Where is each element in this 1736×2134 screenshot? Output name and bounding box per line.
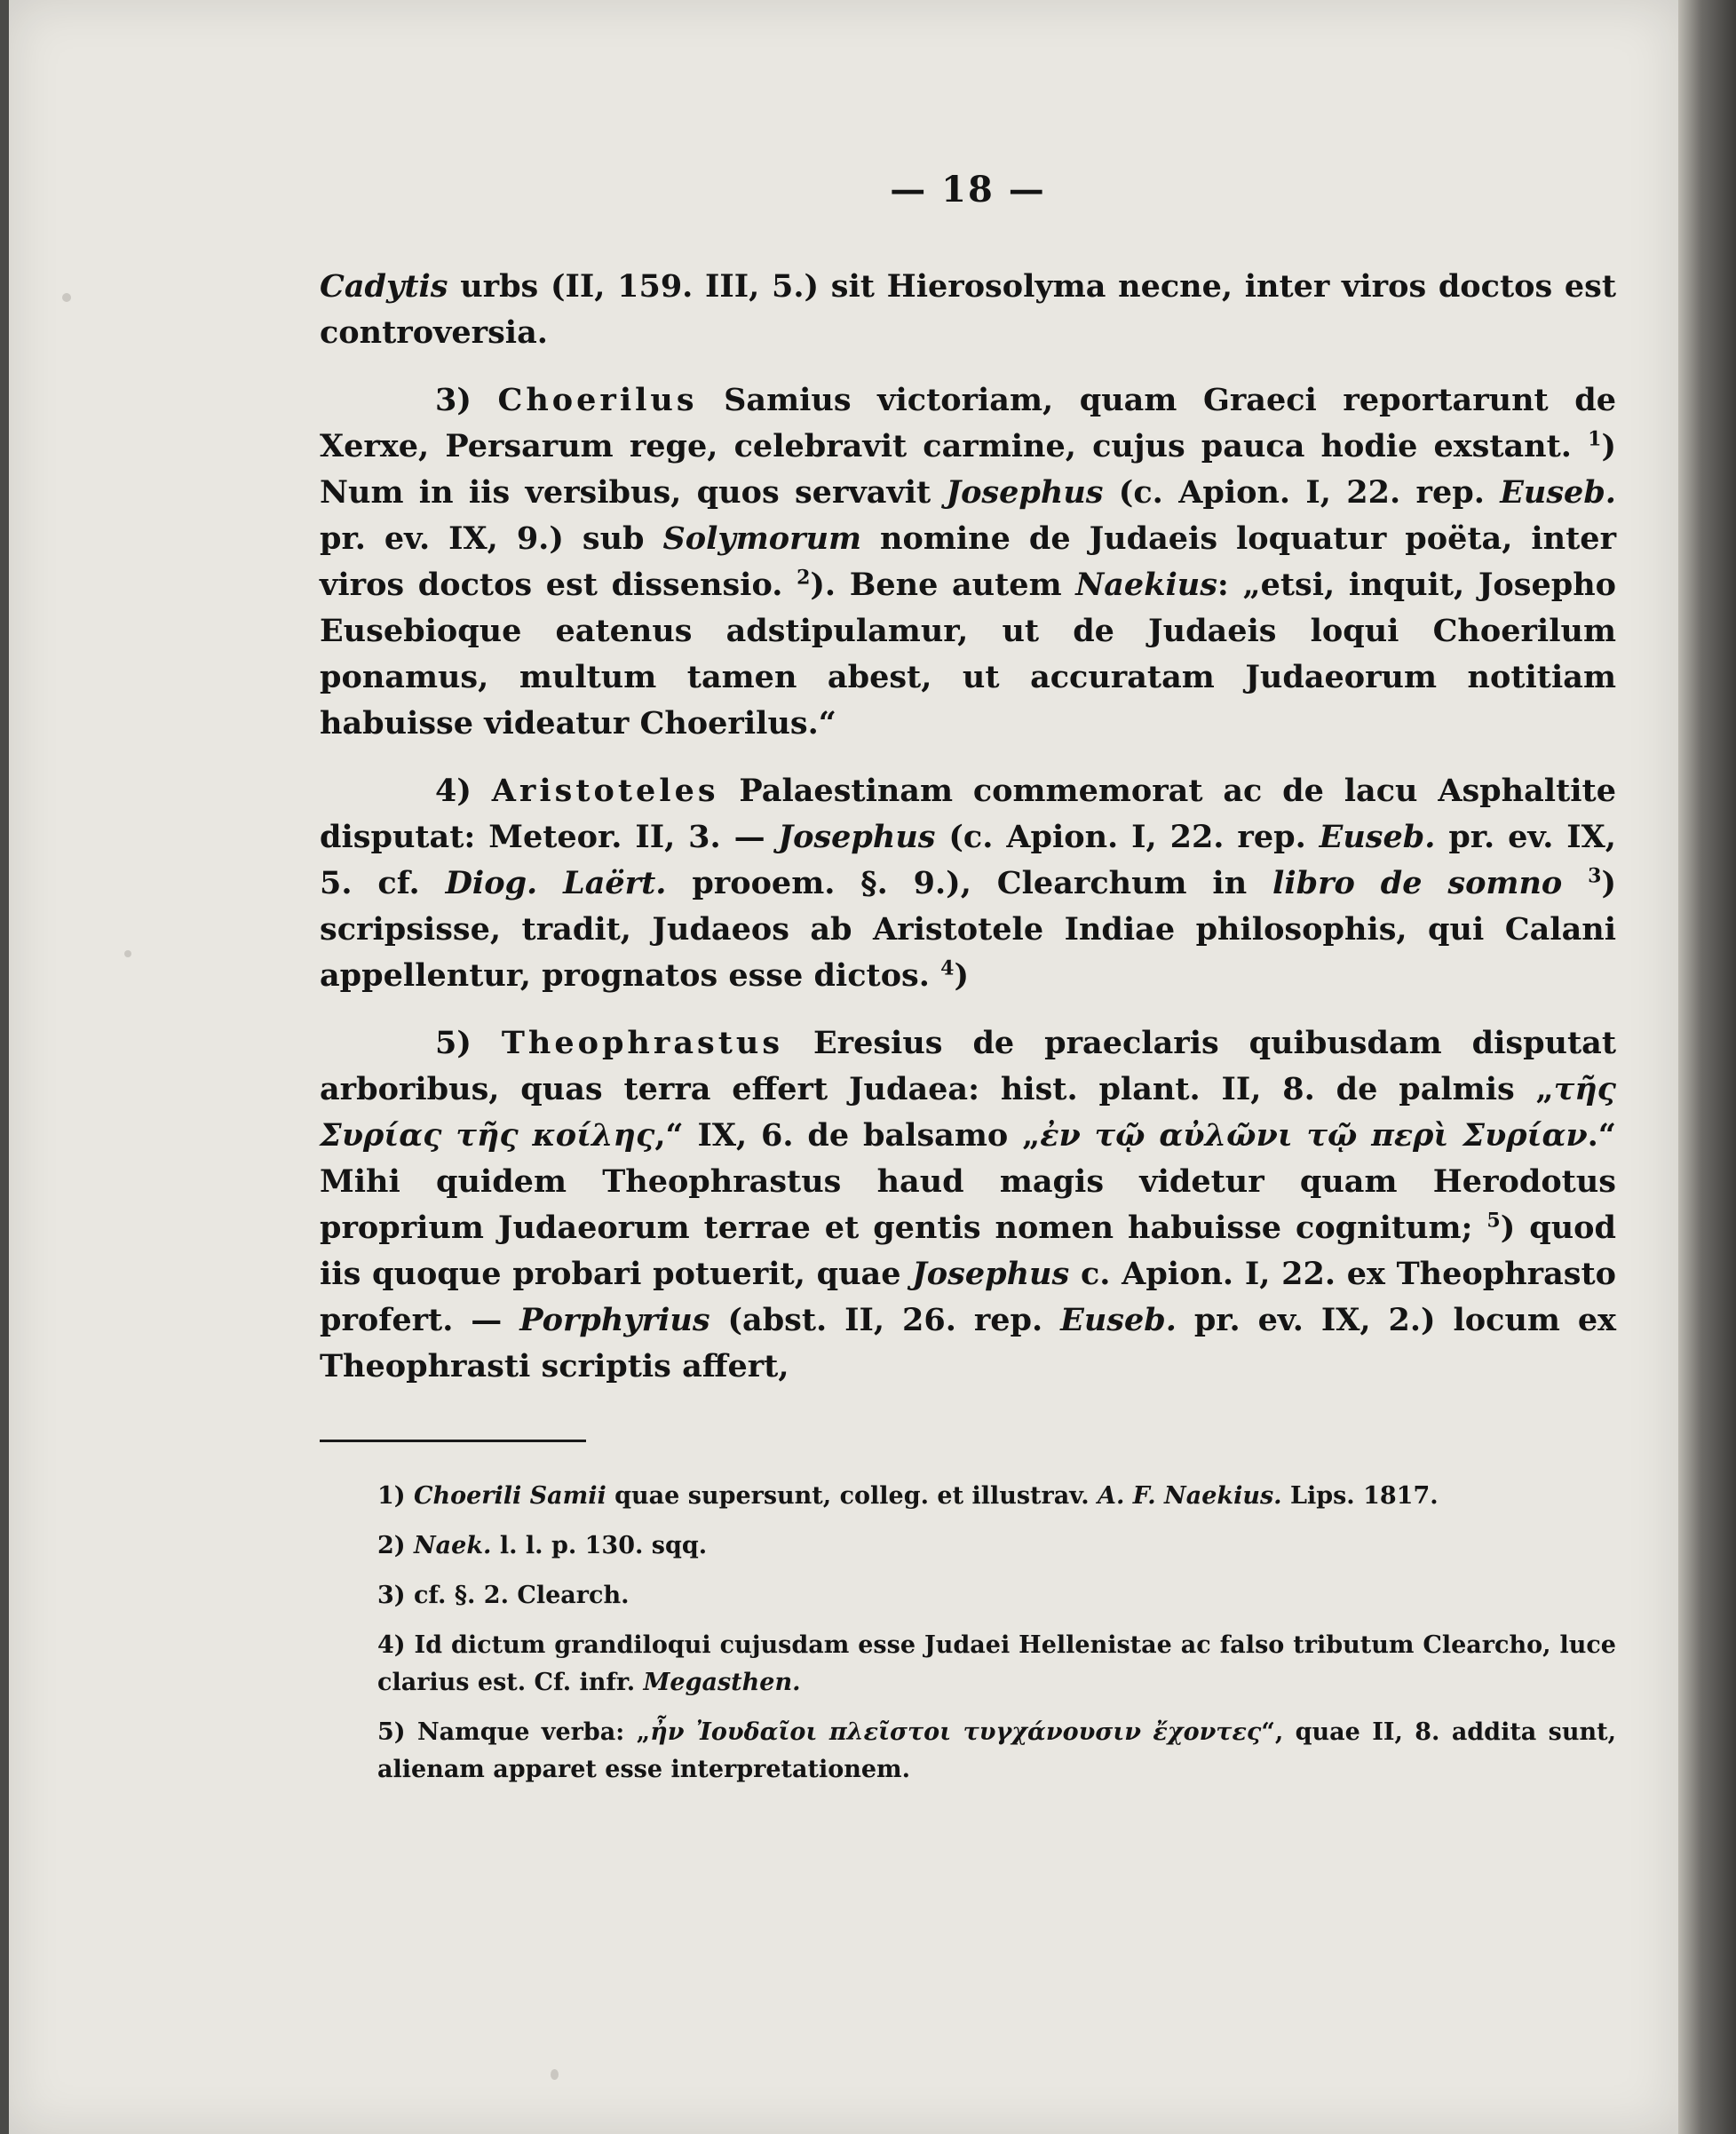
text-run: pr. ev. IX, 9.) sub bbox=[320, 520, 663, 557]
text-run: 3 bbox=[1588, 864, 1602, 888]
text-run: Euseb. bbox=[1319, 819, 1436, 855]
footnote-5 bbox=[320, 1714, 1616, 1789]
text-run: Aristoteles bbox=[491, 773, 719, 809]
page-gutter-shadow bbox=[1678, 0, 1736, 2134]
text-run: quae supersunt, colleg. et illustrav. bbox=[606, 1482, 1098, 1510]
text-run: Lips. 1817. bbox=[1281, 1482, 1439, 1510]
text-run: Naek. bbox=[413, 1532, 492, 1559]
text-run: 1 bbox=[1588, 427, 1602, 451]
text-run: cf. §. 2. Clearch. bbox=[413, 1582, 630, 1609]
footnote-divider bbox=[320, 1440, 586, 1442]
text-run: urbs (II, 159. III, 5.) sit Hierosolyma necne, inter viros doctos est controversia. bbox=[320, 268, 1616, 351]
text-run: ,“ IX, 6. de balsamo „ bbox=[654, 1117, 1041, 1154]
paragraph-1 bbox=[320, 264, 1616, 356]
text-run: Josephus bbox=[946, 474, 1104, 511]
footnote-1 bbox=[320, 1478, 1616, 1515]
ink-spot bbox=[62, 293, 71, 302]
text-run: Namque verba: „ bbox=[416, 1718, 651, 1746]
text-run: Megasthen. bbox=[643, 1669, 801, 1696]
text-run: ) bbox=[954, 957, 970, 994]
text-run: 3) bbox=[377, 1582, 414, 1609]
text-run: l. l. p. 130. sqq. bbox=[491, 1532, 708, 1559]
text-run: Porphyrius bbox=[519, 1302, 710, 1338]
text-run: (abst. II, 26. rep. bbox=[709, 1302, 1061, 1338]
text-run: Solymorum bbox=[662, 520, 862, 557]
page-number: — 18 — bbox=[890, 169, 1046, 210]
text-run: A. F. Naekius. bbox=[1098, 1482, 1282, 1510]
text-run: Palaestinam commemorat ac de lacu Asphaltite disputat: Meteor. II, 3. — bbox=[320, 773, 1616, 855]
text-run: 5 bbox=[1486, 1209, 1501, 1233]
text-run: Samius victoriam, quam Graeci reportarunt de Xerxe, Persarum rege, celebravit carmine, cujus pauca hodie exstant. bbox=[320, 382, 1616, 464]
book-page bbox=[9, 0, 1678, 2134]
footnote-3 bbox=[320, 1577, 1616, 1614]
text-run: pr. ev. IX, 5. cf. bbox=[320, 819, 1616, 901]
text-run: libro de somno bbox=[1272, 865, 1563, 901]
paragraph-aristoteles bbox=[320, 768, 1616, 999]
footnote-2 bbox=[320, 1527, 1616, 1565]
text-run: ) Num in iis versibus, quos servavit bbox=[320, 428, 1616, 511]
ink-spot bbox=[551, 2069, 559, 2080]
text-run: 5) bbox=[377, 1718, 417, 1746]
text-run: c. Apion. I, 22. ex Theophrasto profert. — bbox=[320, 1256, 1616, 1338]
text-run: prooem. §. 9.), Clearchum in bbox=[666, 865, 1273, 901]
text-run: Eresius de praeclaris quibusdam disputat arboribus, quas terra effert Judaea: hist. plant. II, 8. de palmis „ bbox=[320, 1025, 1616, 1107]
text-run: nomine de Judaeis loquatur poëta, inter viros doctos est dissensio. bbox=[320, 520, 1617, 603]
body-text bbox=[320, 264, 1616, 1390]
text-run: ἦν Ἰουδαῖοι πλεῖστοι τυγχάνουσιν ἔχοντες bbox=[650, 1718, 1262, 1746]
text-run: Choerilus bbox=[497, 382, 698, 418]
text-run: 4) bbox=[435, 773, 492, 809]
text-run: 4) bbox=[377, 1631, 415, 1659]
text-run: 4 bbox=[940, 956, 955, 980]
text-run bbox=[1562, 865, 1588, 901]
text-run: Cadytis bbox=[320, 268, 448, 305]
text-run: τῆς Συρίας τῆς κοίλης bbox=[320, 1071, 1616, 1154]
text-run: Euseb. bbox=[1060, 1302, 1177, 1338]
text-run: ἐν τῷ αὐλῶνι τῷ περὶ Συρίαν bbox=[1040, 1117, 1588, 1154]
text-run: 1) bbox=[377, 1482, 414, 1510]
text-run: Naekius bbox=[1075, 567, 1217, 603]
text-run: Josephus bbox=[778, 819, 936, 855]
text-run: Josephus bbox=[912, 1256, 1070, 1292]
text-run: 2 bbox=[797, 566, 811, 590]
text-run: (c. Apion. I, 22. rep. bbox=[1103, 474, 1501, 511]
text-run: ) scripsisse, tradit, Judaeos ab Aristotele Indiae philosophis, qui Calani appellentur, prognatos esse dictos. bbox=[320, 865, 1616, 994]
page-content bbox=[320, 169, 1616, 1801]
text-run: Choerili Samii bbox=[413, 1482, 606, 1510]
text-run: ) quod iis quoque probari potuerit, quae bbox=[320, 1210, 1616, 1292]
text-run: ). Bene autem bbox=[810, 567, 1076, 603]
text-run: 5) bbox=[435, 1025, 502, 1061]
footnote-4 bbox=[320, 1627, 1616, 1702]
text-run: 3) bbox=[435, 382, 498, 418]
text-run: : „etsi, inquit, Josepho Eusebioque eatenus adstipulamur, ut de Judaeis loqui Choerilum ponamus, multum tamen abest, ut accuratam Judaeorum notitiam habuisse videatur Choerilus.“ bbox=[320, 567, 1617, 742]
text-run: Diog. Laërt. bbox=[445, 865, 667, 901]
text-run: (c. Apion. I, 22. rep. bbox=[935, 819, 1320, 855]
footnotes bbox=[320, 1478, 1616, 1789]
text-run: Euseb. bbox=[1500, 474, 1616, 511]
text-run: pr. ev. IX, 2.) locum ex Theophrasti scriptis affert, bbox=[320, 1302, 1616, 1384]
paragraph-theophrastus bbox=[320, 1020, 1616, 1390]
text-run: .“ Mihi quidem Theophrastus haud magis videtur quam Herodotus proprium Judaeorum terrae et gentis nomen habuisse cognitum; bbox=[320, 1117, 1616, 1246]
paragraph-choerilus bbox=[320, 377, 1616, 747]
text-run: Id dictum grandiloqui cujusdam esse Judaei Hellenistae ac falso tributum Clearcho, luce clarius est. Cf. infr. bbox=[377, 1631, 1616, 1696]
text-run: 2) bbox=[377, 1532, 414, 1559]
text-run: Theophrastus bbox=[501, 1025, 784, 1061]
text-run: “, quae II, 8. addita sunt, alienam apparet esse interpretationem. bbox=[377, 1718, 1616, 1783]
ink-spot bbox=[124, 950, 131, 957]
